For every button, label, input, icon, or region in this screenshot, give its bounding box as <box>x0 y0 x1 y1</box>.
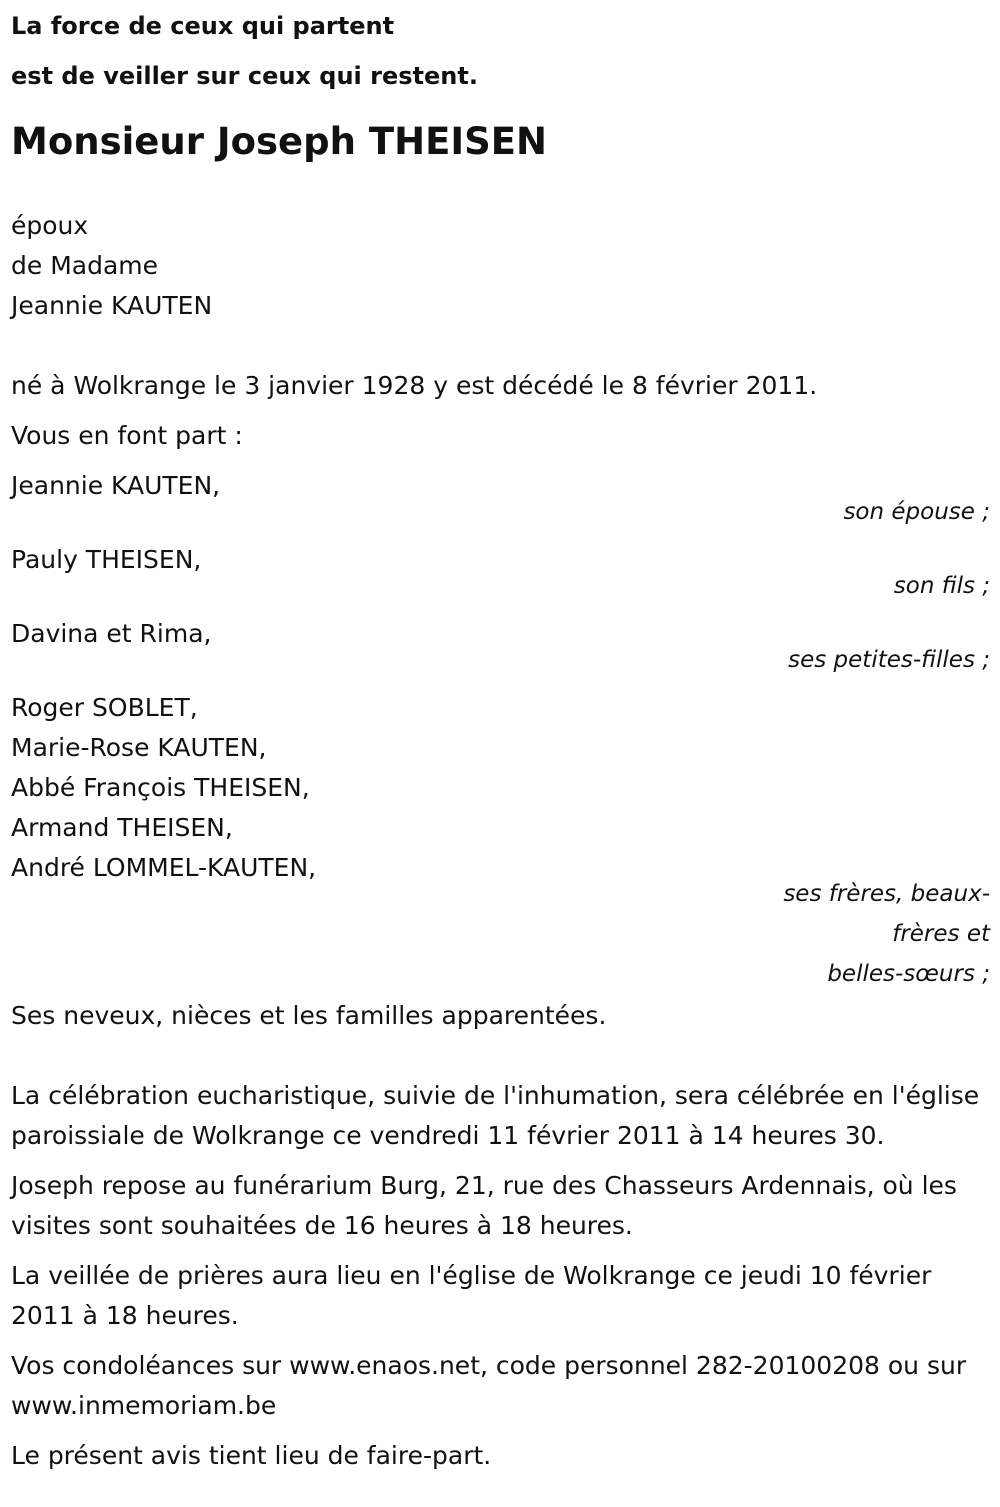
spouse-line-1: époux <box>11 211 89 240</box>
mourner-entry-spouse <box>11 466 990 532</box>
mourner-entry-granddaughters <box>11 614 990 680</box>
epigraph <box>11 0 990 101</box>
funeral-home-details: Joseph repose au funérarium Burg, 21, rue des Chasseurs Ardennais, où les visites sont souhaitées de 16 heures à 18 heures. <box>11 1171 957 1240</box>
mourner-entry-son <box>11 540 990 606</box>
mourner-name: Abbé François THEISEN, <box>11 773 310 802</box>
relation-line: ses frères, beaux- <box>783 881 990 907</box>
spouse-line-3: Jeannie KAUTEN <box>11 291 213 320</box>
relation-line: frères et <box>892 921 990 947</box>
epigraph-line-2: est de veiller sur ceux qui restent. <box>11 62 478 90</box>
mourner-entry-siblings <box>11 688 990 994</box>
relation-line: son fils ; <box>893 573 990 599</box>
mourner-name: Armand THEISEN, <box>11 813 233 842</box>
vigil-details: La veillée de prières aura lieu en l'église de Wolkrange ce jeudi 10 février 2011 à 18 heures. <box>11 1261 932 1330</box>
birth-death-statement: né à Wolkrange le 3 janvier 1928 y est décédé le 8 février 2011. <box>11 371 818 400</box>
spouse-block <box>11 206 990 326</box>
mourner-name: Jeannie KAUTEN, <box>11 471 221 500</box>
relation-line: son épouse ; <box>843 499 990 525</box>
mourner-name: André LOMMEL-KAUTEN, <box>11 853 317 882</box>
announcement-intro: Vous en font part : <box>11 421 243 450</box>
epigraph-line-1: La force de ceux qui partent <box>11 12 395 40</box>
ceremony-details: La célébration eucharistique, suivie de l'inhumation, sera célébrée en l'église paroissiale de Wolkrange ce vendredi 11 février 2011 à 14 heures 30. <box>11 1081 980 1150</box>
spouse-line-2: de Madame <box>11 251 159 280</box>
relation-line: ses petites-filles ; <box>788 647 990 673</box>
condolences-details: Vos condoléances sur www.enaos.net, code personnel 282-20100208 ou sur www.inmemoriam.be <box>11 1351 967 1420</box>
relation-line: belles-sœurs ; <box>827 961 990 987</box>
extended-family: Ses neveux, nièces et les familles apparentées. <box>11 1001 607 1030</box>
mourner-name: Roger SOBLET, <box>11 693 198 722</box>
mourner-relation <box>11 874 990 994</box>
notice-statement: Le présent avis tient lieu de faire-part. <box>11 1441 492 1470</box>
mourner-name: Davina et Rima, <box>11 619 212 648</box>
mourner-name: Marie-Rose KAUTEN, <box>11 733 267 762</box>
deceased-name: Monsieur Joseph THEISEN <box>11 120 547 163</box>
mourner-name: Pauly THEISEN, <box>11 545 202 574</box>
